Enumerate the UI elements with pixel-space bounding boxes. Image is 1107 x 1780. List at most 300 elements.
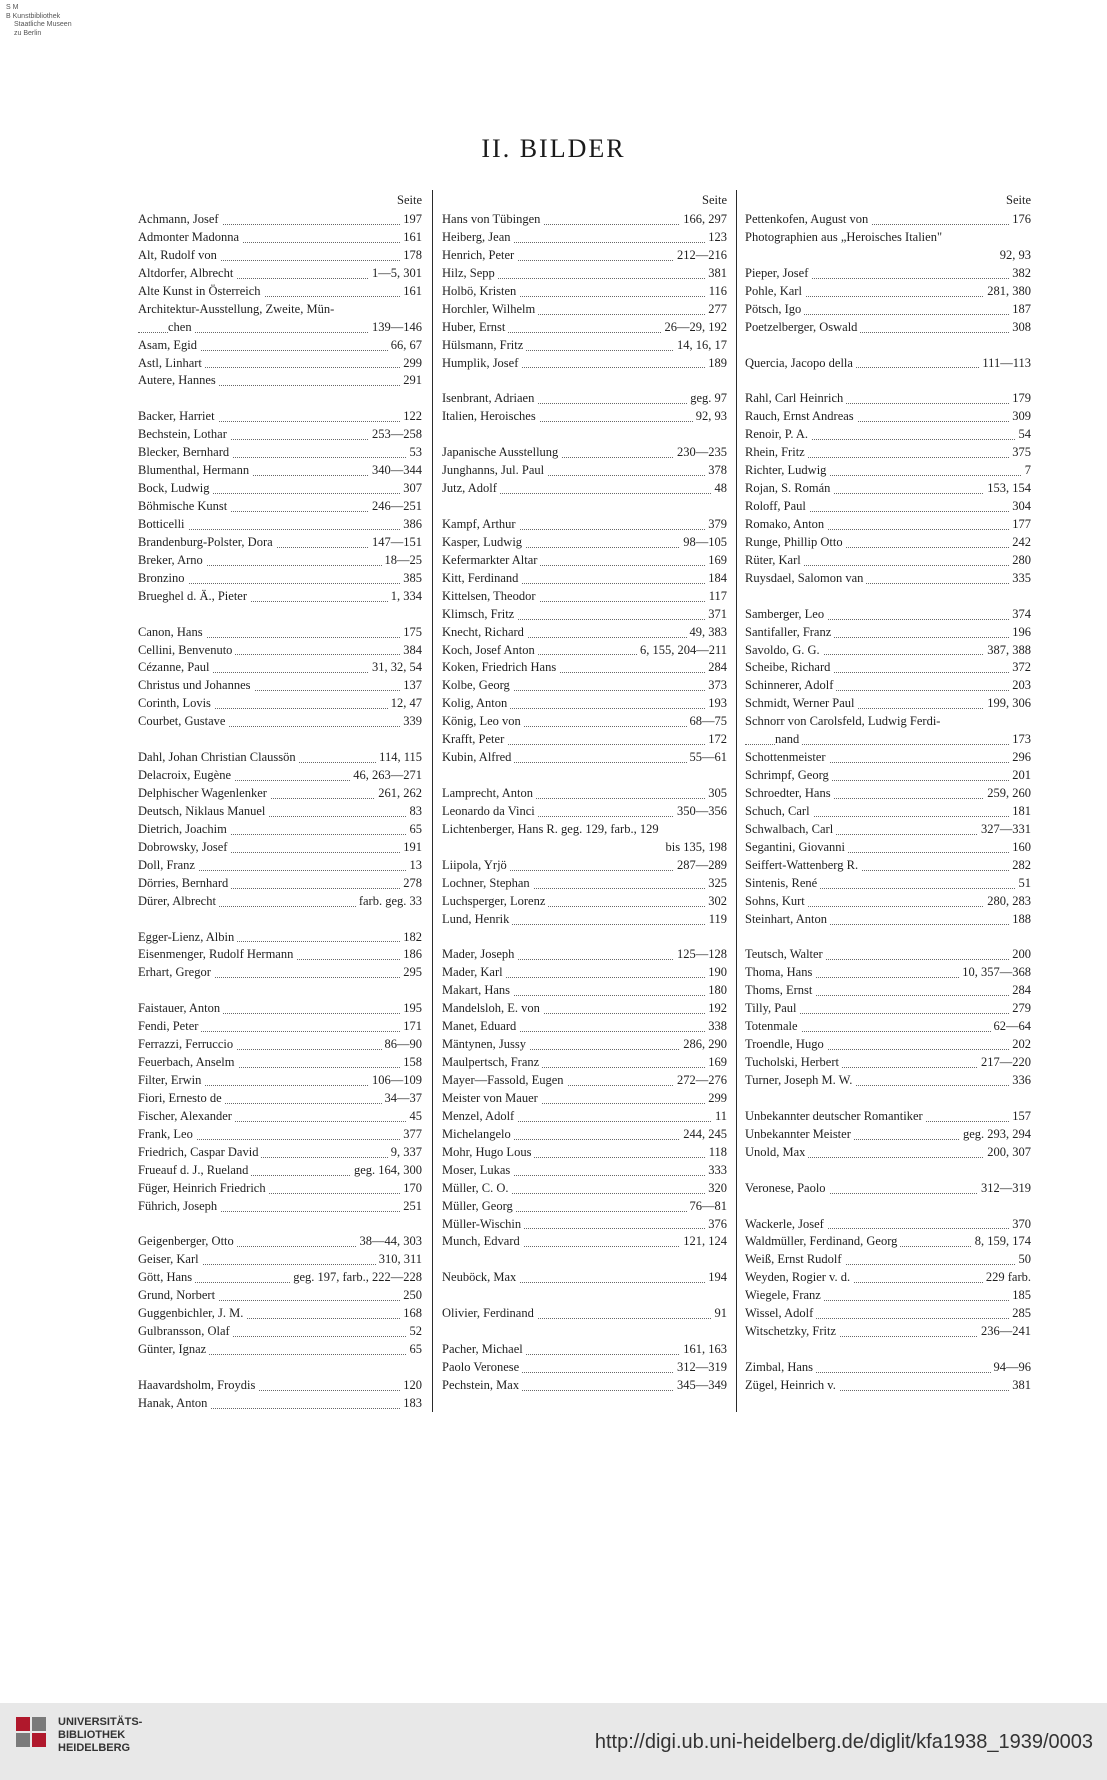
entry-page: 83 <box>407 803 423 821</box>
entry-name: Neuböck, Max <box>442 1269 519 1287</box>
entry-name: Architektur-Ausstellung, Zweite, Mün- <box>138 302 337 316</box>
entry-page: 195 <box>400 1000 422 1018</box>
entry-page: 345—349 <box>674 1377 727 1395</box>
index-entry <box>745 1054 1031 1072</box>
entry-name: Runge, Phillip Otto <box>745 534 846 552</box>
index-entry <box>745 390 1031 408</box>
index-entry <box>138 408 422 426</box>
index-entry <box>745 1000 1031 1018</box>
index-entry <box>138 659 422 677</box>
entry-name: Santifaller, Franz <box>745 624 834 642</box>
index-entry <box>138 1269 422 1287</box>
entry-name: Führich, Joseph <box>138 1198 220 1216</box>
index-entry <box>138 821 422 839</box>
entry-page: 382 <box>1009 265 1031 283</box>
index-entry <box>138 265 422 283</box>
index-entry <box>442 946 727 964</box>
index-entry <box>138 1108 422 1126</box>
entry-name: Leonardo da Vinci <box>442 803 538 821</box>
entry-page: 92, 93 <box>997 247 1031 265</box>
entry-name: Quercia, Jacopo della <box>745 355 856 373</box>
index-entry <box>138 893 422 911</box>
index-entry <box>745 319 1031 337</box>
entry-name: Japanische Ausstellung <box>442 444 561 462</box>
entry-name: Renoir, P. A. <box>745 426 811 444</box>
entry-page: 200 <box>1009 946 1031 964</box>
entry-page: 147—151 <box>369 534 422 552</box>
entry-name: Scheibe, Richard <box>745 659 833 677</box>
index-entry <box>138 355 422 373</box>
entry-page: 6, 155, 204—211 <box>637 642 727 660</box>
index-entry <box>138 964 422 982</box>
index-entry <box>745 1251 1031 1269</box>
entry-page: 212—216 <box>674 247 727 265</box>
entry-page: 120 <box>400 1377 422 1395</box>
index-entry <box>745 1216 1031 1234</box>
entry-page: 118 <box>706 1144 727 1162</box>
entry-name: Egger-Lienz, Albin <box>138 929 237 947</box>
index-entry <box>442 390 727 408</box>
entry-name: Faistauer, Anton <box>138 1000 223 1018</box>
index-entry <box>442 677 727 695</box>
index-entry <box>442 1000 727 1018</box>
index-entry <box>745 911 1031 929</box>
index-entry <box>745 767 1031 785</box>
index-entry <box>138 283 422 301</box>
entry-name: Dürer, Albrecht <box>138 893 219 911</box>
entry-name: Schnorr von Carolsfeld, Ludwig Ferdi- <box>745 714 943 728</box>
entry-page: 371 <box>705 606 727 624</box>
index-entry <box>138 839 422 857</box>
entry-page: 182 <box>400 929 422 947</box>
entry-page: 284 <box>1009 982 1031 1000</box>
entry-name: Alte Kunst in Österreich <box>138 283 264 301</box>
entry-name: Turner, Joseph M. W. <box>745 1072 855 1090</box>
index-entry <box>442 624 727 642</box>
entry-name: Brueghel d. Ä., Pieter <box>138 588 250 606</box>
entry-name: Kittelsen, Theodor <box>442 588 539 606</box>
entry-name: Mohr, Hugo Lous <box>442 1144 534 1162</box>
index-entry <box>745 1126 1031 1144</box>
entry-page: 285 <box>1009 1305 1031 1323</box>
entry-page: 310, 311 <box>376 1251 422 1269</box>
entry-page: 116 <box>706 283 727 301</box>
index-entry <box>745 265 1031 283</box>
index-entry <box>442 408 727 426</box>
entry-page: 280 <box>1009 552 1031 570</box>
entry-name: Günter, Ignaz <box>138 1341 209 1359</box>
entry-name: Kolbe, Georg <box>442 677 513 695</box>
entry-name: Unbekannter deutscher Romantiker <box>745 1108 926 1126</box>
entry-name: König, Leo von <box>442 713 524 731</box>
index-entry <box>138 749 422 767</box>
index-entry <box>745 731 1031 749</box>
index-entry <box>138 516 422 534</box>
entry-name: nand <box>775 731 802 749</box>
entry-page: 201 <box>1009 767 1031 785</box>
index-entry <box>138 301 422 319</box>
index-entry <box>138 946 422 964</box>
entry-name: Asam, Egid <box>138 337 200 355</box>
entry-name: Fiori, Ernesto de <box>138 1090 225 1108</box>
entry-page: 291 <box>400 372 422 390</box>
index-entry <box>138 1287 422 1305</box>
entry-page: 137 <box>400 677 422 695</box>
entry-page: 12, 47 <box>388 695 422 713</box>
entry-name: Grund, Norbert <box>138 1287 218 1305</box>
index-entry <box>138 857 422 875</box>
entry-name: Müller-Wischin <box>442 1216 524 1234</box>
index-entry <box>442 893 727 911</box>
index-entry <box>442 444 727 462</box>
entry-name: Bechstein, Lothar <box>138 426 230 444</box>
index-entry <box>442 516 727 534</box>
entry-name: Autere, Hannes <box>138 372 219 390</box>
entry-name: Breker, Arno <box>138 552 206 570</box>
entry-page: 304 <box>1009 498 1031 516</box>
index-entry <box>138 534 422 552</box>
index-entry <box>442 1018 727 1036</box>
entry-name: Sintenis, René <box>745 875 820 893</box>
entry-name: Kolig, Anton <box>442 695 510 713</box>
index-entry <box>442 1090 727 1108</box>
index-spacer <box>442 1251 727 1269</box>
index-entry <box>745 821 1031 839</box>
entry-name: Schmidt, Werner Paul <box>745 695 858 713</box>
index-column-1 <box>138 190 422 1413</box>
entry-name: Michelangelo <box>442 1126 514 1144</box>
entry-name: Wackerle, Josef <box>745 1216 827 1234</box>
library-name-line: BIBLIOTHEK <box>58 1729 126 1741</box>
entry-name: Geiser, Karl <box>138 1251 202 1269</box>
index-entry <box>138 229 422 247</box>
entry-name: Steinhart, Anton <box>745 911 830 929</box>
entry-page: 280, 283 <box>984 893 1031 911</box>
entry-page: 387, 388 <box>984 642 1031 660</box>
index-entry <box>138 1144 422 1162</box>
index-entry <box>442 1233 727 1251</box>
entry-name: Thoms, Ernst <box>745 982 815 1000</box>
index-entry <box>442 875 727 893</box>
entry-page: geg. 97 <box>687 390 727 408</box>
index-entry <box>745 803 1031 821</box>
entry-page: 94—96 <box>991 1359 1032 1377</box>
index-entry <box>138 1305 422 1323</box>
entry-name: Eisenmenger, Rudolf Hermann <box>138 946 296 964</box>
entry-page: 65 <box>407 1341 423 1359</box>
entry-page: 339 <box>400 713 422 731</box>
entry-name: Backer, Harriet <box>138 408 218 426</box>
entry-name: Henrich, Peter <box>442 247 517 265</box>
index-entry <box>745 1377 1031 1395</box>
index-entry <box>442 1054 727 1072</box>
entry-name: Roloff, Paul <box>745 498 809 516</box>
entry-page: 253—258 <box>369 426 422 444</box>
index-entry <box>138 642 422 660</box>
entry-name: Kampf, Arthur <box>442 516 519 534</box>
entry-page: 122 <box>400 408 422 426</box>
index-entry <box>745 534 1031 552</box>
source-url-link[interactable]: http://digi.ub.uni-heidelberg.de/diglit/kfa1938_1939/0003 <box>594 1731 1093 1753</box>
index-entry <box>745 946 1031 964</box>
entry-page: 299 <box>705 1090 727 1108</box>
entry-page: 181 <box>1009 803 1031 821</box>
index-entry <box>442 803 727 821</box>
entry-page: 197 <box>400 211 422 229</box>
entry-page: 170 <box>400 1180 422 1198</box>
index-entry <box>442 1162 727 1180</box>
entry-page: 183 <box>400 1395 422 1413</box>
index-entry <box>745 1359 1031 1377</box>
entry-page: 202 <box>1009 1036 1031 1054</box>
page-column-header: Seite <box>702 193 727 207</box>
entry-name: Doll, Franz <box>138 857 198 875</box>
entry-name: Admonter Madonna <box>138 229 242 247</box>
entry-name: Horchler, Wilhelm <box>442 301 538 319</box>
index-entry <box>442 1072 727 1090</box>
entry-name: Knecht, Richard <box>442 624 527 642</box>
index-column-2 <box>442 190 727 1395</box>
index-entry <box>745 301 1031 319</box>
entry-name: Weyden, Rogier v. d. <box>745 1269 853 1287</box>
entry-page: 125—128 <box>674 946 727 964</box>
stamp-line: zu Berlin <box>14 29 42 37</box>
entry-page: 287—289 <box>674 857 727 875</box>
entry-name: Kasper, Ludwig <box>442 534 525 552</box>
index-entry <box>442 283 727 301</box>
entry-page: 375 <box>1009 444 1031 462</box>
index-entry <box>745 1018 1031 1036</box>
index-spacer <box>138 982 422 1000</box>
entry-name: Feuerbach, Anselm <box>138 1054 238 1072</box>
entry-name: Unold, Max <box>745 1144 808 1162</box>
entry-page: 373 <box>705 677 727 695</box>
index-entry <box>442 642 727 660</box>
entry-name: Savoldo, G. G. <box>745 642 823 660</box>
entry-name: Waldmüller, Ferdinand, Georg <box>745 1233 900 1251</box>
entry-name: Manet, Eduard <box>442 1018 519 1036</box>
entry-page: 236—241 <box>978 1323 1031 1341</box>
index-entry <box>442 659 727 677</box>
entry-page: 384 <box>400 642 422 660</box>
entry-page: 379 <box>705 516 727 534</box>
index-spacer <box>138 1359 422 1377</box>
index-entry <box>442 1180 727 1198</box>
index-entry <box>442 1036 727 1054</box>
index-entry <box>745 875 1031 893</box>
entry-page: 161, 163 <box>680 1341 727 1359</box>
entry-page: 111—113 <box>979 355 1031 373</box>
entry-page: 350—356 <box>674 803 727 821</box>
entry-name: Tilly, Paul <box>745 1000 800 1018</box>
entry-page: 50 <box>1016 1251 1032 1269</box>
entry-name: Friedrich, Caspar David <box>138 1144 261 1162</box>
entry-page: 139—146 <box>369 319 422 337</box>
stamp-line: B Kunstbibliothek <box>6 12 61 20</box>
entry-page: 284 <box>705 659 727 677</box>
entry-name: Müller, C. O. <box>442 1180 512 1198</box>
index-entry <box>138 211 422 229</box>
entry-page: 372 <box>1009 659 1031 677</box>
index-spacer <box>745 372 1031 390</box>
entry-name: Wiegele, Franz <box>745 1287 824 1305</box>
index-spacer <box>745 337 1031 355</box>
index-entry <box>745 982 1031 1000</box>
index-entry <box>442 462 727 480</box>
entry-name: Blumenthal, Hermann <box>138 462 252 480</box>
index-entry <box>442 713 727 731</box>
entry-name: Schinnerer, Adolf <box>745 677 836 695</box>
index-entry <box>745 659 1031 677</box>
index-entry <box>442 534 727 552</box>
index-entry <box>138 1377 422 1395</box>
entry-page: 161 <box>400 229 422 247</box>
index-column-3 <box>745 190 1031 1395</box>
index-entry <box>745 893 1031 911</box>
index-entry <box>745 1287 1031 1305</box>
index-entry <box>442 1198 727 1216</box>
entry-page: 327—331 <box>978 821 1031 839</box>
index-entry <box>745 677 1031 695</box>
entry-name: Paolo Veronese <box>442 1359 522 1377</box>
entry-page: 193 <box>705 695 727 713</box>
entry-name: Hilz, Sepp <box>442 265 498 283</box>
entry-name: Wissel, Adolf <box>745 1305 816 1323</box>
entry-page: 46, 263—271 <box>350 767 422 785</box>
entry-page: 279 <box>1009 1000 1031 1018</box>
entry-name: Kefermarkter Altar <box>442 552 540 570</box>
entry-page: 203 <box>1009 677 1031 695</box>
entry-page: 52 <box>407 1323 423 1341</box>
entry-name: Kubin, Alfred <box>442 749 514 767</box>
index-spacer <box>138 390 422 408</box>
entry-page: 340—344 <box>369 462 422 480</box>
entry-page: 251 <box>400 1198 422 1216</box>
index-entry <box>442 857 727 875</box>
index-entry <box>745 713 1031 731</box>
library-name-line: UNIVERSITÄTS- <box>58 1716 143 1728</box>
index-entry <box>745 839 1031 857</box>
entry-name: Luchsperger, Lorenz <box>442 893 548 911</box>
entry-page: geg. 197, farb., 222—228 <box>290 1269 422 1287</box>
entry-name: Rüter, Karl <box>745 552 804 570</box>
entry-name: Gött, Hans <box>138 1269 195 1287</box>
entry-name: Frueauf d. J., Rueland <box>138 1162 251 1180</box>
entry-name: Erhart, Gregor <box>138 964 214 982</box>
entry-page: 259, 260 <box>984 785 1031 803</box>
index-spacer <box>138 911 422 929</box>
index-entry <box>745 1233 1031 1251</box>
entry-page: 177 <box>1009 516 1031 534</box>
entry-page: 325 <box>705 875 727 893</box>
entry-page: 76—81 <box>687 1198 728 1216</box>
column-divider <box>736 190 737 1412</box>
entry-page: 184 <box>705 570 727 588</box>
entry-page: 246—251 <box>369 498 422 516</box>
entry-name: Segantini, Giovanni <box>745 839 848 857</box>
entry-page: 191 <box>400 839 422 857</box>
library-stamp <box>6 4 126 38</box>
entry-name: Pohle, Karl <box>745 283 805 301</box>
entry-page: 92, 93 <box>693 408 727 426</box>
entry-page: 200, 307 <box>984 1144 1031 1162</box>
index-entry <box>138 247 422 265</box>
entry-page: geg. 293, 294 <box>960 1126 1031 1144</box>
entry-page: 13 <box>407 857 423 875</box>
index-entry <box>745 408 1031 426</box>
library-name-line: HEIDELBERG <box>58 1742 131 1754</box>
entry-page: 168 <box>400 1305 422 1323</box>
entry-name: Mandelsloh, E. von <box>442 1000 543 1018</box>
entry-page: 98—105 <box>680 534 727 552</box>
entry-name: Cellini, Benvenuto <box>138 642 235 660</box>
entry-page: 312—319 <box>674 1359 727 1377</box>
entry-name: Hanak, Anton <box>138 1395 210 1413</box>
entry-page: 51 <box>1016 875 1032 893</box>
index-entry <box>442 749 727 767</box>
index-entry <box>442 1216 727 1234</box>
index-entry <box>138 372 422 390</box>
index-entry <box>745 1108 1031 1126</box>
index-spacer <box>442 929 727 947</box>
entry-page: 9, 337 <box>388 1144 422 1162</box>
index-entry <box>442 821 727 839</box>
index-spacer <box>138 606 422 624</box>
index-entry <box>745 426 1031 444</box>
entry-page: 172 <box>705 731 727 749</box>
index-entry <box>138 1054 422 1072</box>
entry-page: 106—109 <box>369 1072 422 1090</box>
index-entry <box>442 319 727 337</box>
index-entry <box>745 283 1031 301</box>
entry-name: Lichtenberger, Hans R. geg. 129, farb., 129 <box>442 821 662 839</box>
entry-page: 117 <box>706 588 727 606</box>
index-entry <box>138 444 422 462</box>
entry-name: Troendle, Hugo <box>745 1036 827 1054</box>
index-spacer <box>442 1323 727 1341</box>
entry-page: 217—220 <box>978 1054 1031 1072</box>
entry-name: Canon, Hans <box>138 624 206 642</box>
entry-page: 65 <box>407 821 423 839</box>
entry-page: farb. geg. 33 <box>356 893 422 911</box>
index-entry <box>745 1180 1031 1198</box>
entry-name: Brandenburg-Polster, Dora <box>138 534 276 552</box>
stamp-line: Staatliche Museen <box>14 21 72 28</box>
entry-page: 49, 383 <box>687 624 728 642</box>
index-entry <box>745 516 1031 534</box>
entry-page: 123 <box>705 229 727 247</box>
entry-name: Kitt, Ferdinand <box>442 570 521 588</box>
index-entry <box>138 1018 422 1036</box>
index-entry <box>745 624 1031 642</box>
index-entry <box>138 929 422 947</box>
entry-name: Richter, Ludwig <box>745 462 829 480</box>
entry-page: 376 <box>705 1216 727 1234</box>
entry-page: geg. 164, 300 <box>351 1162 422 1180</box>
index-entry <box>745 1036 1031 1054</box>
entry-page: 312—319 <box>978 1180 1031 1198</box>
entry-page: 180 <box>705 982 727 1000</box>
entry-name: Weiß, Ernst Rudolf <box>745 1251 845 1269</box>
index-entry <box>442 229 727 247</box>
entry-name: Pettenkofen, August von <box>745 211 871 229</box>
index-entry <box>442 355 727 373</box>
entry-page: 26—29, 192 <box>662 319 728 337</box>
index-entry <box>442 1269 727 1287</box>
index-spacer <box>138 1216 422 1234</box>
entry-name: Böhmische Kunst <box>138 498 230 516</box>
index-entry <box>138 480 422 498</box>
